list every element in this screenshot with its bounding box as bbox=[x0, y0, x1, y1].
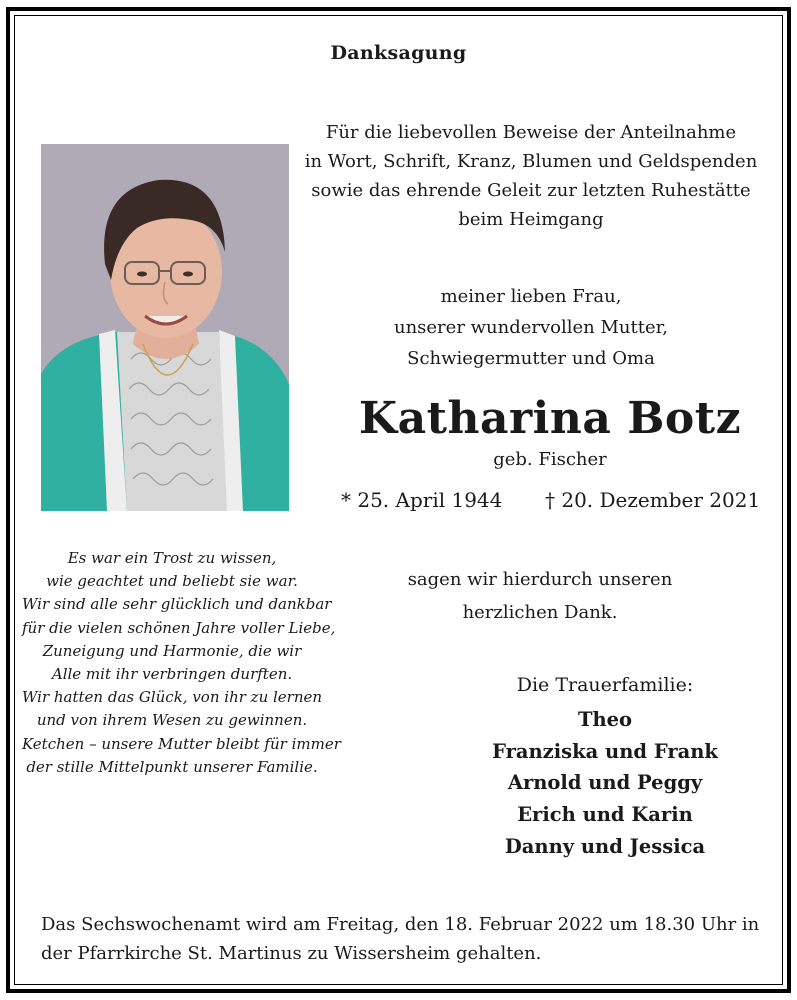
footer-line: Das Sechswochenamt wird am Freitag, den 18. Februar 2022 um 18.30 Uhr in bbox=[41, 914, 760, 935]
family-member: Arnold und Peggy bbox=[507, 771, 703, 795]
intro-line: beim Heimgang bbox=[458, 209, 604, 230]
poem-line: Ketchen – unsere Mutter bleibt für immer bbox=[22, 734, 341, 753]
dedication-line: meiner lieben Frau, bbox=[440, 286, 622, 307]
maiden-name: geb. Fischer bbox=[493, 449, 607, 470]
footer-line: der Pfarrkirche St. Martinus zu Wissersheim gehalten. bbox=[41, 943, 542, 964]
poem-line: Zuneigung und Harmonie, die wir bbox=[42, 641, 302, 660]
service-announcement bbox=[41, 910, 771, 968]
family-member: Erich und Karin bbox=[517, 803, 693, 827]
dedication-text bbox=[302, 281, 760, 374]
thanks-line: sagen wir hierdurch unseren bbox=[407, 569, 673, 590]
intro-line: Für die liebevollen Beweise der Anteilnahme bbox=[325, 122, 737, 143]
poem-line: für die vielen schönen Jahre voller Liebe, bbox=[22, 618, 336, 637]
dedication-line: Schwiegermutter und Oma bbox=[407, 348, 655, 369]
notice-heading: Danksagung bbox=[330, 42, 467, 64]
family-member: Danny und Jessica bbox=[504, 834, 706, 858]
poem-line: der stille Mittelpunkt unserer Familie. bbox=[26, 757, 318, 776]
poem-line: Es war ein Trost zu wissen, bbox=[67, 549, 277, 567]
memorial-poem bbox=[22, 547, 341, 779]
birth-date: * 25. April 1944 bbox=[341, 488, 503, 512]
death-date: † 20. Dezember 2021 bbox=[545, 488, 761, 512]
poem-line: Alle mit ihr verbringen durften. bbox=[51, 665, 293, 684]
family-member: Franziska und Frank bbox=[492, 739, 718, 763]
poem-line: Wir sind alle sehr glücklich und dankbar bbox=[22, 595, 332, 614]
poem-line: wie geachtet und beliebt sie war. bbox=[46, 572, 298, 591]
dedication-line: unserer wundervollen Mutter, bbox=[393, 317, 668, 338]
thanks-text bbox=[380, 563, 700, 629]
deceased-name: Katharina Botz bbox=[358, 393, 742, 444]
intro-line: in Wort, Schrift, Kranz, Blumen und Geldspenden bbox=[304, 151, 758, 172]
family-members bbox=[455, 704, 755, 863]
portrait-photo bbox=[41, 144, 289, 511]
family-member: Theo bbox=[577, 708, 633, 731]
intro-line: sowie das ehrende Geleit zur letzten Ruhestätte bbox=[311, 180, 751, 201]
thanks-line: herzlichen Dank. bbox=[462, 602, 618, 623]
poem-line: Wir hatten das Glück, von ihr zu lernen bbox=[22, 688, 323, 707]
poem-line: und von ihrem Wesen zu gewinnen. bbox=[36, 711, 308, 730]
intro-text bbox=[302, 118, 760, 234]
family-label: Die Trauerfamilie: bbox=[516, 674, 694, 696]
